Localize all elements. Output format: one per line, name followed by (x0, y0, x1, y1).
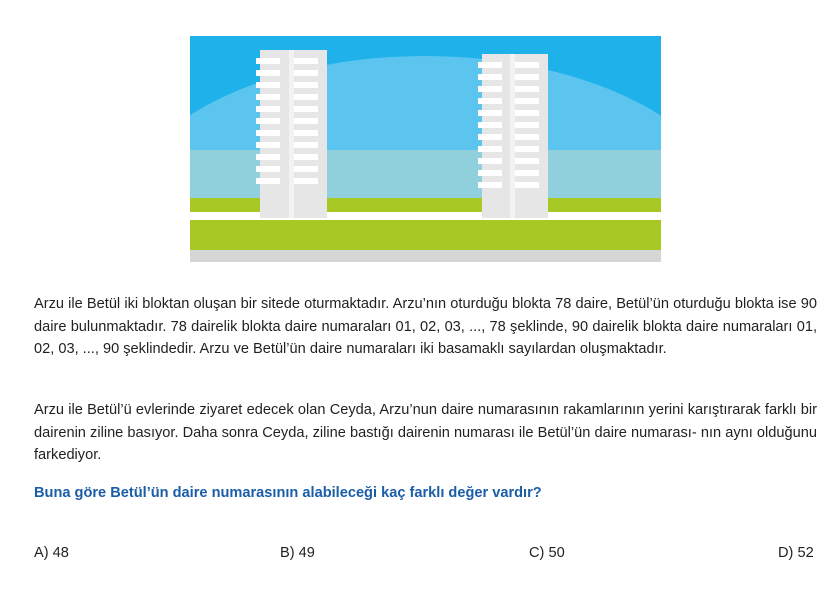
option-b[interactable]: B) 49 (280, 545, 315, 561)
apartment-blocks-illustration (190, 36, 661, 262)
ground-strip (190, 250, 661, 262)
building-right (478, 54, 548, 218)
question-prompt: Buna göre Betül’ün daire numarasının alabileceği kaç farklı değer vardır? (34, 485, 542, 501)
grass-strip-lower (190, 220, 661, 250)
option-c[interactable]: C) 50 (529, 545, 565, 561)
option-d[interactable]: D) 52 (778, 545, 814, 561)
option-a[interactable]: A) 48 (34, 545, 69, 561)
question-paragraph-2: Arzu ile Betül’ü evlerinde ziyaret edecek olan Ceyda, Arzu’nun daire numarasının rakamlarının yerini karıştırarak farklı bir dairenin ziline basıyor. Daha sonra Ceyda, ziline bastığı dairenin numarası ile Betül’ün daire numarası- nın aynı olduğunu farkediyor. (34, 402, 817, 463)
question-paragraph-1: Arzu ile Betül iki bloktan oluşan bir sitede oturmaktadır. Arzu’nın oturduğu blokta 78 daire, Betül’ün oturduğu blokta ise 90 daire bulunmaktadır. 78 dairelik blokta daire numaraları 01, 02, 03, ..., 78 şeklinde, 90 dairelik blokta daire numaraları 01, 02, 03, ..., 90 şeklindedir. Arzu ve Betül’ün daire numaraları iki basamaklı sayılardan oluşmaktadır. (34, 296, 817, 357)
building-left (256, 50, 327, 218)
